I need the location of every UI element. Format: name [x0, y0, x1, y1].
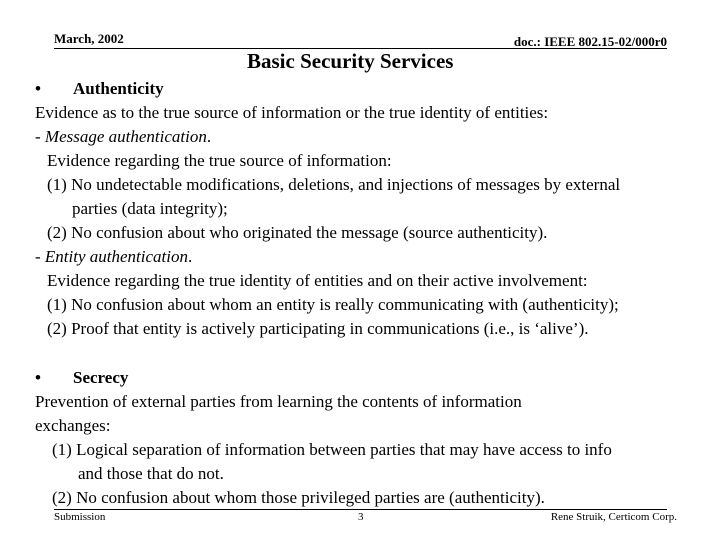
message-auth-item-1: (1) No undetectable modifications, deletions, and injections of messages by external — [47, 175, 621, 194]
footer-author: Rene Struik, Certicom Corp. — [550, 511, 677, 523]
secrecy-item-1: (1) Logical separation of information between parties that may have access to info — [52, 440, 612, 459]
authenticity-bullet: • — [35, 79, 41, 98]
footer-divider — [54, 509, 667, 510]
header-date: March, 2002 — [54, 31, 124, 46]
slide-title: Basic Security Services — [247, 49, 454, 73]
entity-auth-suffix: . — [187, 247, 193, 266]
authenticity-heading: Authenticity — [73, 79, 164, 98]
entity-auth-item-1: (1) No confusion about whom an entity is really communicating with (authenticity); — [47, 295, 619, 314]
message-auth-lead: Evidence regarding the true source of information: — [47, 151, 392, 170]
footer-page-number: 3 — [358, 511, 364, 523]
secrecy-item-2: (2) No confusion about whom those privileged parties are (authenticity). — [52, 488, 545, 507]
entity-auth-line — [35, 245, 192, 269]
message-auth-label: Message authentication — [44, 127, 207, 146]
message-auth-line — [35, 125, 211, 149]
secrecy-bullet: • — [35, 368, 41, 387]
entity-auth-label: Entity authentication — [44, 247, 188, 266]
message-auth-prefix: - — [35, 127, 45, 146]
entity-auth-item-2: (2) Proof that entity is actively participating in communications (i.e., is ‘alive’). — [47, 319, 589, 338]
message-auth-item-2: (2) No confusion about who originated the message (source authenticity). — [47, 223, 548, 242]
secrecy-heading: Secrecy — [73, 368, 129, 387]
secrecy-item-1-cont: and those that do not. — [78, 464, 224, 483]
message-auth-suffix: . — [206, 127, 212, 146]
entity-auth-prefix: - — [35, 247, 45, 266]
header-doc-id: doc.: IEEE 802.15-02/000r0 — [513, 34, 667, 49]
entity-auth-lead: Evidence regarding the true identity of entities and on their active involvement: — [47, 271, 588, 290]
authenticity-definition: Evidence as to the true source of information or the true identity of entities: — [35, 103, 549, 122]
footer-submission: Submission — [54, 511, 106, 523]
secrecy-definition-cont: exchanges: — [35, 416, 111, 435]
message-auth-item-1-cont: parties (data integrity); — [72, 199, 228, 218]
secrecy-definition: Prevention of external parties from learning the contents of information — [35, 392, 522, 411]
